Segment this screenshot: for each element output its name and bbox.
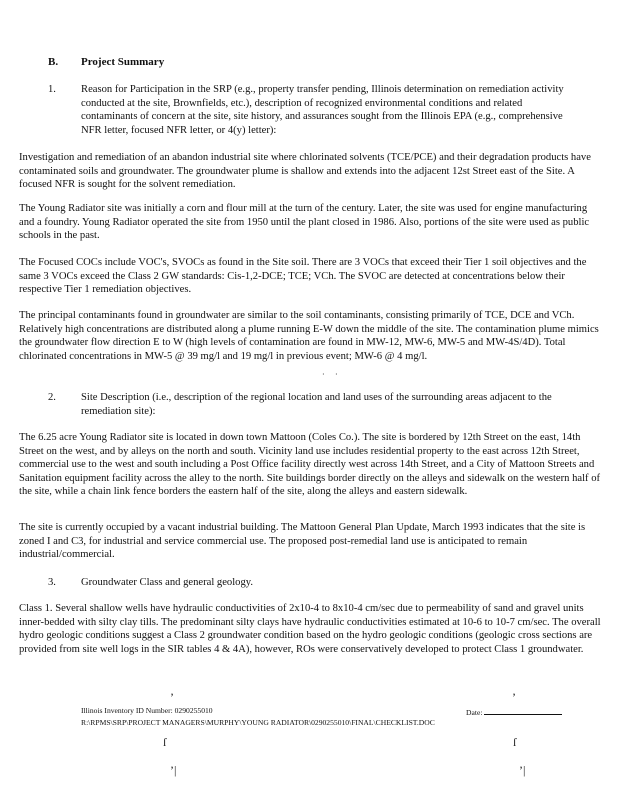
scan-mark: ’| [519,763,526,777]
item-1-number: 1. [48,84,56,95]
section-letter: B. [48,56,59,68]
item-2-text: Site Description (i.e., description of the regional location and land uses of the surrounding areas adjacent to the remediation site): [81,392,552,417]
scan-mark: ’| [170,763,177,777]
date-signature-line [484,706,562,715]
paragraph-cocs: The Focused COCs include VOC's, SVOCs as found in the Site soil. There are 3 VOCs that exceed their Tier 1 soil objectives and the same 3 VOCs exceed the Class 2 GW standards: Cis-1,2-DCE; TCE; VCh. The SVOC are detected at concentrations below their respective Tier 1 remediation objectives. [19,257,587,296]
footer-inventory-id: Illinois Inventory ID Number: 0290255010 [81,706,213,715]
paragraph-investigation: Investigation and remediation of an abandon industrial site where chlorinated solvents (TCE/PCE) and their degradation products have contaminated soils and groundwater. The groundwater plume is shallow and extends into the adjacent 12st Street east of the Site. A focused NFR is sought for the solvent remediation. [19,152,591,191]
item-1-text: Reason for Participation in the SRP (e.g., property transfer pending, Illinois determination on remediation activity conducted at the site, Brownfields, etc.), description of recognized environmental conditions and related contaminants of concern at the site, site history, and assurances sought from the Illinois EPA (e.g., comprehensive NFR letter, focused NFR letter, or 4(y) letter): [81,84,564,136]
footer-file-path: R:\RPMS\SRP\PROJECT MANAGERS\MURPHY\YOUNG RADIATOR\0290255010\FINAL\CHECKLIST.DOC [81,718,435,727]
paragraph-groundwater-contaminants: The principal contaminants found in groundwater are similar to the soil contaminants, consisting primarily of TCE, DCE and VCh. Relatively high concentrations are distributed along a plume running E-W down the middle of the site. The contamination plume mimics the groundwater flow direction E to W (high levels of contamination are found in MW-12, MW-6, MW-5 and MW-4S/4D). Total chlorinated concentrations in MW-5 @ 39 mg/l and 19 mg/l in previous event; MW-6 @ 4 mg/l. [19,310,599,362]
paragraph-geology: Class 1. Several shallow wells have hydraulic conductivities of 2x10-4 to 8x10-4 cm/sec due to permeability of sand and gravel units inner-bedded with silty clay tills. The predominant silty clays have hydraulic conductivities estimated at 10-6 to 10-7 cm/sec. The overall hydro geologic conditions suggest a Class 2 groundwater condition based on the hydro geologic conditions (geologic cross sections are provided from site well logs in the SIR tables 4 & 4A), however, ROs were conservatively developed to protect Class 1 groundwater. [19,603,601,655]
item-2-number: 2. [48,392,56,403]
footer-date [466,706,562,718]
scan-mark: ſ [513,735,517,749]
scan-mark: · [335,370,338,379]
item-3-number: 3. [48,577,56,588]
scan-mark: ’ [170,690,174,704]
scan-mark: · [322,370,325,379]
paragraph-site-history: The Young Radiator site was initially a corn and flour mill at the turn of the century. Later, the site was used for engine manufacturing and a foundry. Young Radiator operated the site from 1950 until the plant closed in 1986. Also, portions of the site were used as public schools in the past. [19,203,590,242]
scan-mark: ’ [512,690,516,704]
footer-date-label: Date: [466,708,483,717]
section-title: Project Summary [81,56,165,68]
paragraph-site-location: The 6.25 acre Young Radiator site is located in down town Mattoon (Coles Co.). The site is bordered by 12th Street on the east, 14th Street on the west, and by alleys on the north and south. Vicinity land use includes residential property to the east across 12th Street, commercial use to the west and south including a Post Office facility directly west across 14th Street, and a City of Mattoon Streets and Sanitation equipment facility across the alley to the north. Site buildings border directly on the alleys and sidewalk on the western half of the site, while a chain link fence borders the eastern half of the site, along the alleys and eastern sidewalk. [19,432,601,498]
paragraph-land-use: The site is currently occupied by a vacant industrial building. The Mattoon General Plan Update, March 1993 indicates that the site is zoned I and C3, for industrial and service commercial use. The proposed post-remedial land use is anticipated to remain industrial/commercial. [19,522,586,561]
scan-mark: ſ [163,735,167,749]
item-3-text: Groundwater Class and general geology. [81,577,253,588]
